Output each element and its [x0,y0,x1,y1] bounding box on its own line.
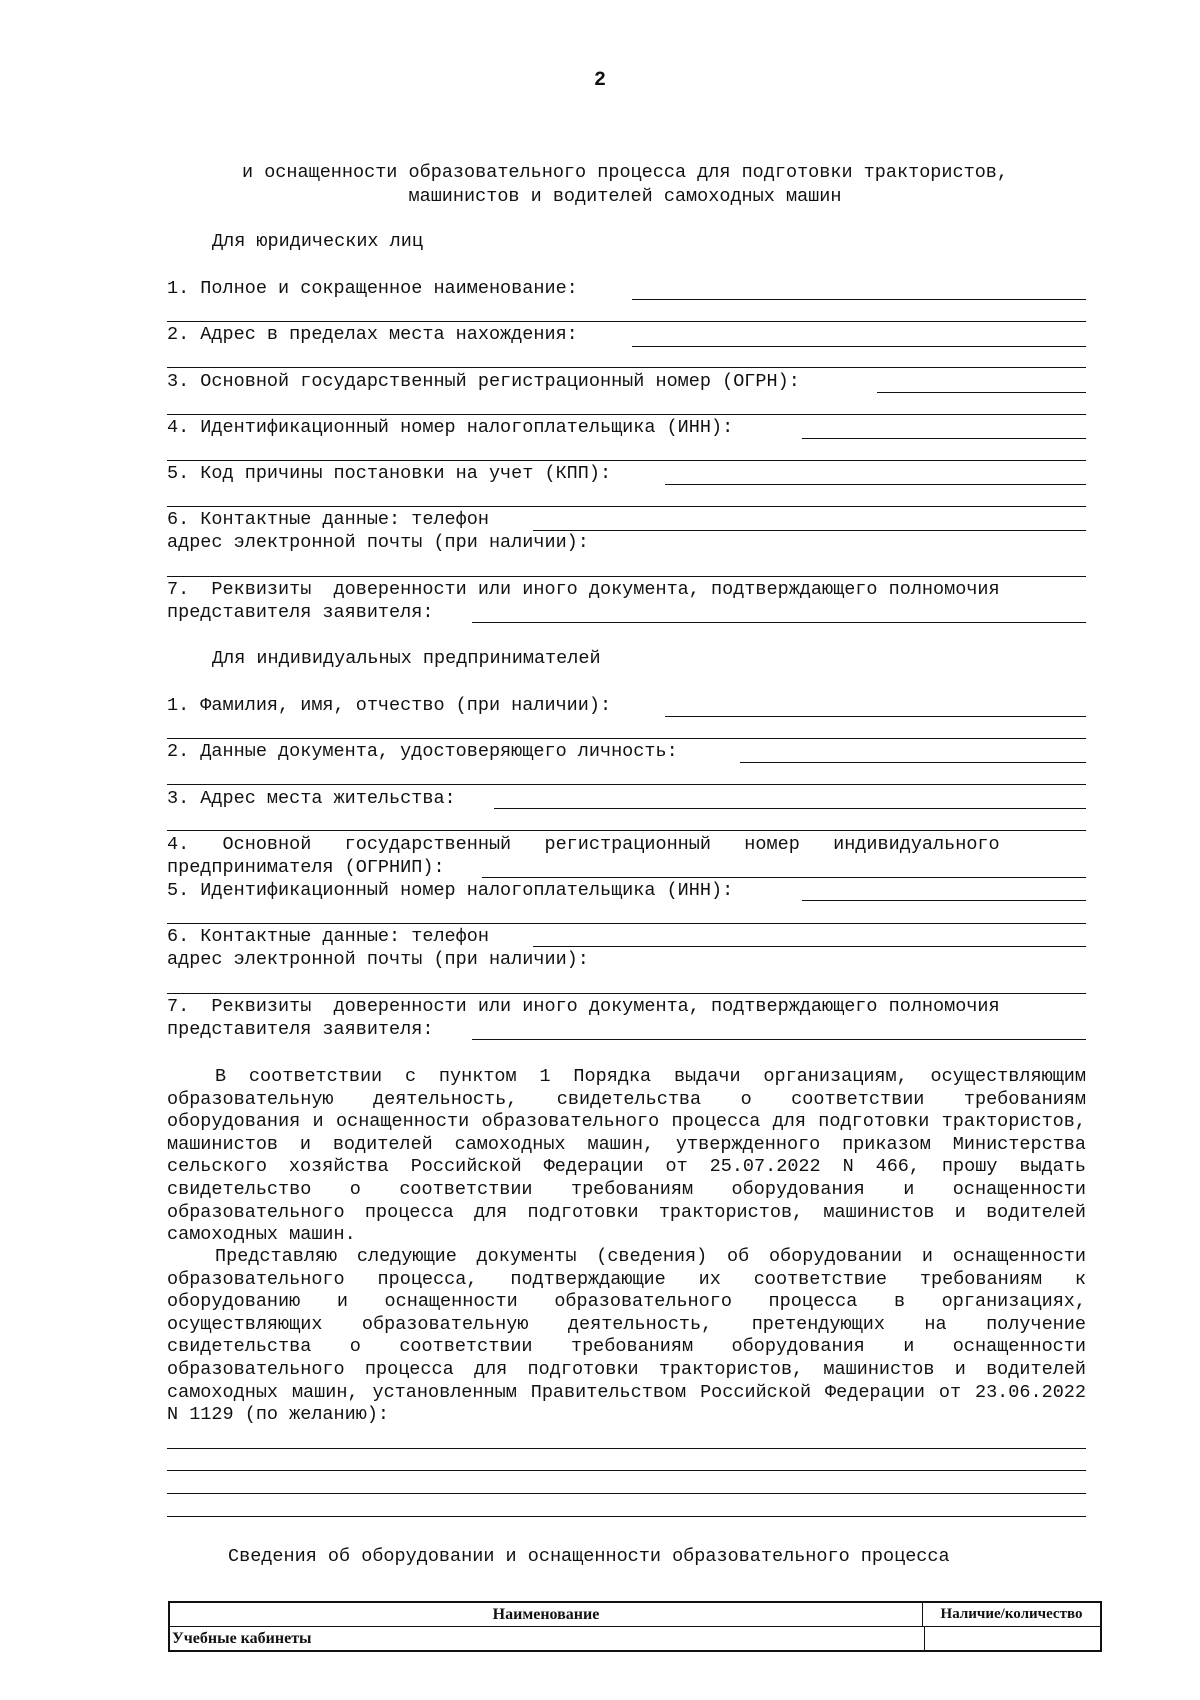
equipment-heading: Сведения об оборудовании и оснащенности образовательного процесса [228,1546,950,1567]
ip-heading: Для индивидуальных предпринимателей [212,648,601,669]
documents-paragraph-text: Представляю следующие документы (сведения) об оборудовании и оснащенности образовательного процесса, подтверждающие их соответствие требованиям к оборудованию и оснащенности образовательного процесса в организациях, осуществляющих образовательную деятельность, претендующих на получение свидетельства о соответствии требованиям оборудования и оснащенности образовательного процесса для подготовки трактористов, машинистов и водителей самоходных машин, установленным Правительством Российской Федерации от 23.06.2022 N 1129 (по желанию): [167,1246,1086,1426]
table-header-quantity: Наличие/количество [940,1606,1083,1622]
legal-heading: Для юридических лиц [212,231,423,252]
legal-field-4-input-cont[interactable] [167,460,1086,461]
ip-field-3-input[interactable] [494,808,1086,809]
ip-power-of-attorney-input[interactable] [472,1039,1086,1040]
table-header-row [170,1603,1100,1626]
equipment-table [168,1601,1102,1652]
table-header-name: Наименование [170,1603,923,1626]
ip-field-6-phone-label: 6. Контактные данные: телефон [167,926,489,947]
ip-field-1-input-cont[interactable] [167,738,1086,739]
legal-power-of-attorney-input[interactable] [472,622,1086,623]
ip-field-4-label: 4. Основной государственный регистрационный номер индивидуального [167,834,1000,855]
page-number: 2 [593,69,606,92]
ip-field-5-input-cont[interactable] [167,923,1086,924]
ip-ogrnip-input[interactable] [482,877,1086,878]
table-cell-quantity[interactable] [925,1627,1100,1650]
documents-input-line-1[interactable] [167,1448,1086,1449]
legal-field-5-input[interactable] [665,484,1086,485]
table-cell-name: Учебные кабинеты [170,1627,925,1650]
legal-field-4-input[interactable] [802,438,1086,439]
legal-email-input[interactable] [167,576,1086,577]
documents-input-line-3[interactable] [167,1493,1086,1494]
legal-field-7-label-2: представителя заявителя: [167,602,434,623]
ip-field-7-label-2: представителя заявителя: [167,1019,434,1040]
ip-field-2-input-cont[interactable] [167,784,1086,785]
ip-field-1-label: 1. Фамилия, имя, отчество (при наличии): [167,695,612,716]
legal-field-1-input[interactable] [632,299,1086,300]
legal-field-3-input-cont[interactable] [167,414,1086,415]
request-paragraph-text: В соответствии с пунктом 1 Порядка выдачи организациям, осуществляющим образовательную деятельность, свидетельства о соответствии требованиям оборудования и оснащенности образовательного процесса для подготовки трактористов, машинистов и водителей самоходных машин, утвержденного приказом Министерства сельского хозяйства Российской Федерации от 25.07.2022 N 466, прошу выдать свидетельство о соответствии требованиям оборудования и оснащенности образовательного процесса для подготовки трактористов, машинистов и водителей самоходных машин. [167,1066,1086,1246]
legal-field-1-input-cont[interactable] [167,321,1086,322]
ip-email-input[interactable] [167,993,1086,994]
legal-field-6-phone-label: 6. Контактные данные: телефон [167,509,489,530]
documents-paragraph [167,1246,1086,1427]
request-paragraph [167,1066,1086,1247]
ip-field-3-input-cont[interactable] [167,830,1086,831]
header-line-1: и оснащенности образовательного процесса для подготовки трактористов, [241,162,1009,183]
ip-field-4-label-2: предпринимателя (ОГРНИП): [167,857,445,878]
legal-field-2-input-cont[interactable] [167,367,1086,368]
legal-field-2-input[interactable] [632,346,1086,347]
ip-field-1-input[interactable] [665,716,1086,717]
ip-field-5-label: 5. Идентификационный номер налогоплательщика (ИНН): [167,880,734,901]
legal-field-5-input-cont[interactable] [167,506,1086,507]
documents-input-line-4[interactable] [167,1516,1086,1517]
ip-field-2-label: 2. Данные документа, удостоверяющего личность: [167,741,678,762]
legal-field-3-input[interactable] [877,392,1086,393]
legal-field-5-label: 5. Код причины постановки на учет (КПП): [167,463,612,484]
documents-input-line-2[interactable] [167,1470,1086,1471]
ip-field-6-email-label: адрес электронной почты (при наличии): [167,949,589,970]
legal-field-1-label: 1. Полное и сокращенное наименование: [167,278,578,299]
ip-field-3-label: 3. Адрес места жительства: [167,788,456,809]
ip-field-5-input[interactable] [802,900,1086,901]
ip-field-2-input[interactable] [740,762,1086,763]
ip-phone-input[interactable] [533,946,1086,947]
legal-field-6-email-label: адрес электронной почты (при наличии): [167,532,589,553]
legal-field-7-label: 7. Реквизиты доверенности или иного документа, подтверждающего полномочия [167,579,1000,600]
legal-phone-input[interactable] [533,530,1086,531]
legal-field-4-label: 4. Идентификационный номер налогоплательщика (ИНН): [167,417,734,438]
header-line-2: машинистов и водителей самоходных машин [408,186,842,207]
table-row [170,1626,1100,1650]
legal-field-2-label: 2. Адрес в пределах места нахождения: [167,324,578,345]
legal-field-3-label: 3. Основной государственный регистрационный номер (ОГРН): [167,371,800,392]
ip-field-7-label: 7. Реквизиты доверенности или иного документа, подтверждающего полномочия [167,996,1000,1017]
